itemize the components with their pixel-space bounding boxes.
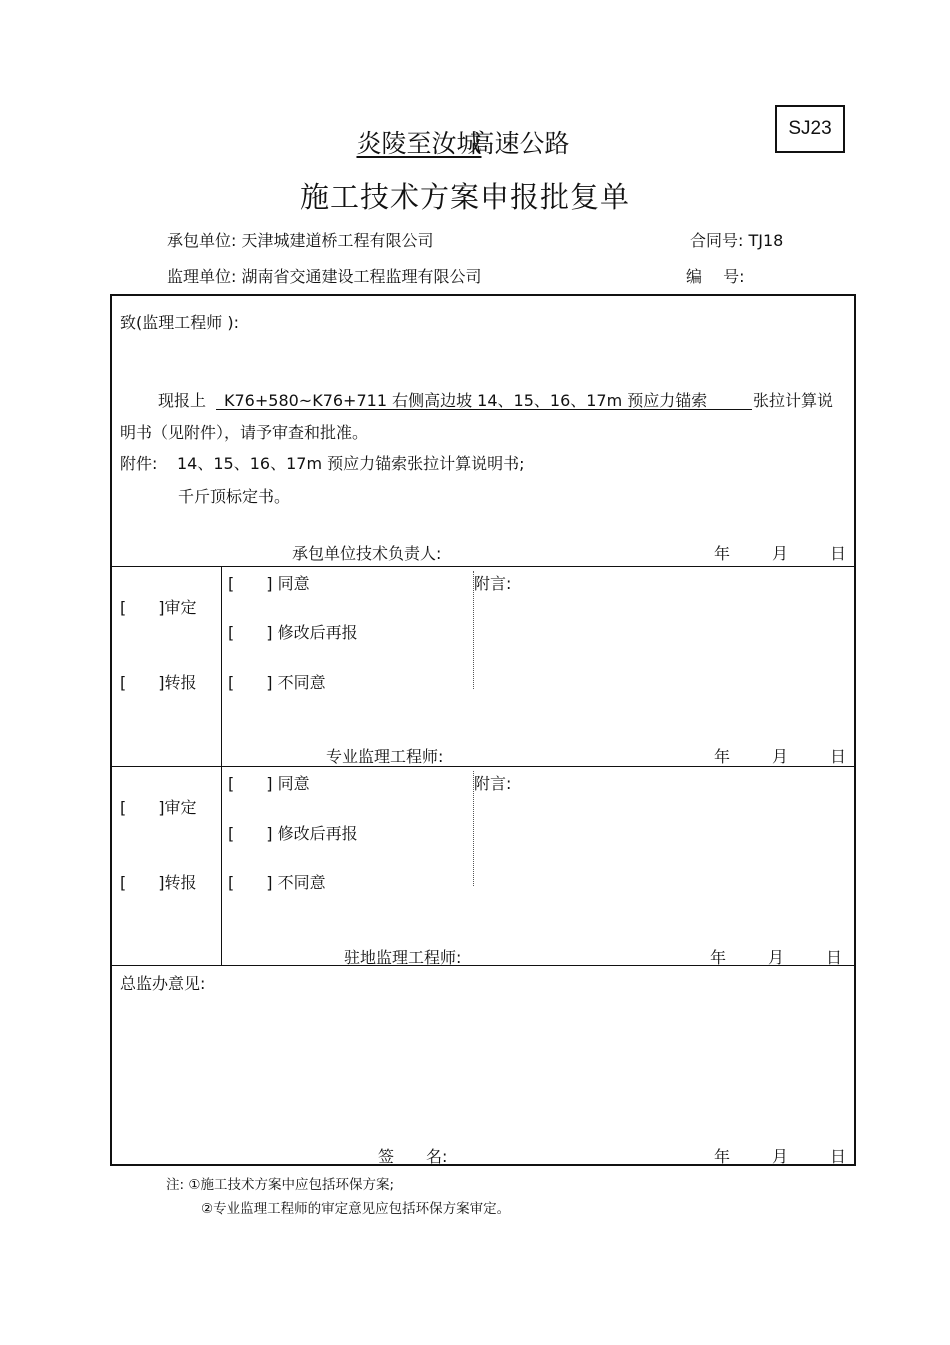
project-title-underlined: 炎陵至汝城	[356, 129, 482, 158]
signature-label: 签 名:	[378, 1147, 448, 1166]
form-title: 施工技术方案申报批复单	[299, 180, 630, 214]
date-month: 月	[772, 747, 789, 766]
report-line-2: 明书（见附件），请予审查和批准。	[120, 423, 369, 442]
revise-checkbox[interactable]: [ ] 修改后再报	[228, 824, 358, 843]
disagree-checkbox[interactable]: [ ] 不同意	[228, 673, 326, 692]
date-day: 日	[830, 1147, 847, 1166]
chief-opinion-label: 总监办意见:	[120, 974, 206, 993]
column-divider	[221, 566, 222, 965]
row-divider-2	[112, 766, 854, 767]
contractor-sign-label: 承包单位技术负责人:	[292, 544, 442, 563]
report-subject: K76+580~K76+711 右侧高边坡 14、15、16、17m 预应力锚索	[224, 391, 708, 410]
contract-no-value: TJ18	[748, 231, 784, 250]
addressee-line: 致(监理工程师 ):	[120, 313, 239, 332]
forward-checkbox[interactable]: [ ]转报	[120, 673, 197, 692]
report-suffix: 张拉计算说	[753, 391, 834, 410]
contractor-label: 承包单位:	[167, 231, 237, 250]
date-month: 月	[768, 948, 785, 967]
agree-checkbox[interactable]: [ ] 同意	[228, 574, 310, 593]
report-subject-underline	[216, 409, 752, 410]
revise-checkbox[interactable]: [ ] 修改后再报	[228, 623, 358, 642]
date-year: 年	[714, 747, 731, 766]
attachment-item-1: 14、15、16、17m 预应力锚索张拉计算说明书;	[177, 454, 525, 473]
date-year: 年	[714, 1147, 731, 1166]
row-divider-3	[112, 965, 854, 966]
disagree-checkbox[interactable]: [ ] 不同意	[228, 873, 326, 892]
project-title-rest: 高速公路	[469, 129, 570, 158]
supervisor-label: 监理单位:	[167, 267, 237, 286]
contractor-value: 天津城建道桥工程有限公司	[241, 231, 434, 250]
date-year: 年	[710, 948, 727, 967]
contract-no-label: 合同号:	[690, 231, 744, 250]
date-day: 日	[830, 747, 847, 766]
report-prefix: 现报上	[158, 391, 207, 410]
remark-label: 附言:	[474, 774, 512, 793]
date-month: 月	[772, 544, 789, 563]
forward-checkbox[interactable]: [ ]转报	[120, 873, 197, 892]
note-2: ②专业监理工程师的审定意见应包括环保方案审定。	[201, 1201, 511, 1217]
attachment-item-2: 千斤顶标定书。	[178, 487, 291, 506]
row-divider-1	[112, 566, 854, 567]
supervisor-row	[167, 264, 482, 287]
remark-label: 附言:	[474, 574, 512, 593]
review-checkbox[interactable]: [ ]审定	[120, 798, 197, 817]
attachment-label: 附件:	[120, 454, 158, 473]
supervisor-value: 湖南省交通建设工程监理有限公司	[241, 267, 482, 286]
serial-label: 编 号:	[686, 267, 745, 286]
specialist-sign-label: 专业监理工程师:	[326, 747, 444, 766]
date-day: 日	[826, 948, 843, 967]
review-checkbox[interactable]: [ ]审定	[120, 598, 197, 617]
agree-checkbox[interactable]: [ ] 同意	[228, 774, 310, 793]
note-1: 注: ①施工技术方案中应包括环保方案;	[166, 1177, 394, 1193]
contract-no-row	[690, 228, 783, 251]
resident-sign-label: 驻地监理工程师:	[344, 948, 462, 967]
approval-form-table	[110, 294, 856, 1166]
date-month: 月	[772, 1147, 789, 1166]
form-code: SJ23	[788, 118, 832, 139]
project-title	[0, 124, 950, 160]
contractor-row	[167, 228, 434, 251]
date-year: 年	[714, 544, 731, 563]
date-day: 日	[830, 544, 847, 563]
